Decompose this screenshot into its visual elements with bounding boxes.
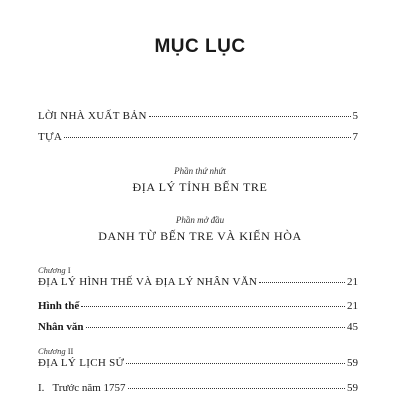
leader-dots <box>149 116 351 117</box>
toc-entry-page: 59 <box>347 357 358 369</box>
toc-entry-page: 5 <box>352 110 358 122</box>
page-title: MỤC LỤC <box>154 36 246 57</box>
toc-entry-label: Nhân văn <box>38 321 84 333</box>
intro-caption: Phần mở đầu <box>175 215 225 225</box>
leader-dots <box>64 137 350 138</box>
toc-entry-page: 7 <box>352 131 358 143</box>
chapter-caption <box>38 346 73 356</box>
leader-dots <box>259 282 345 283</box>
toc-entry-label: I. Trước năm 1757 <box>38 382 126 394</box>
part-title: ĐỊA LÝ TỈNH BẾN TRE <box>132 180 268 194</box>
toc-entry-label: TỰA <box>38 131 63 143</box>
toc-entry-page: 59 <box>347 382 358 394</box>
leader-dots <box>81 306 345 307</box>
toc-entry-section[interactable] <box>38 382 358 395</box>
chapter-word: Chương <box>38 265 66 275</box>
toc-entry-section[interactable] <box>38 321 358 334</box>
chapter-word: Chương <box>38 346 66 356</box>
chapter-caption <box>38 265 71 275</box>
toc-entry-page: 45 <box>347 321 358 333</box>
toc-entry-chapter-2[interactable] <box>38 357 358 370</box>
toc-entry-label: Hình thể <box>38 300 80 312</box>
toc-entry-publisher-note[interactable] <box>38 110 358 123</box>
toc-entry-chapter-1[interactable] <box>38 276 358 289</box>
toc-entry-label: LỜI NHÀ XUẤT BẢN <box>38 110 147 122</box>
chapter-number: I <box>67 265 71 275</box>
intro-title: DANH TỪ BẾN TRE VÀ KIẾN HÒA <box>98 229 302 243</box>
chapter-number: II <box>67 346 74 356</box>
toc-entry-preface[interactable] <box>38 131 358 144</box>
toc-entry-page: 21 <box>347 300 358 312</box>
part-caption: Phần thứ nhứt <box>174 166 226 176</box>
toc-entry-section[interactable] <box>38 300 358 313</box>
toc-entry-label: ĐỊA LÝ LỊCH SỬ <box>38 357 125 369</box>
toc-entry-page: 21 <box>347 276 358 288</box>
leader-dots <box>86 327 345 328</box>
leader-dots <box>126 363 345 364</box>
leader-dots <box>128 388 345 389</box>
toc-entry-label: ĐỊA LÝ HÌNH THẾ VÀ ĐỊA LÝ NHÂN VĂN <box>38 276 258 288</box>
